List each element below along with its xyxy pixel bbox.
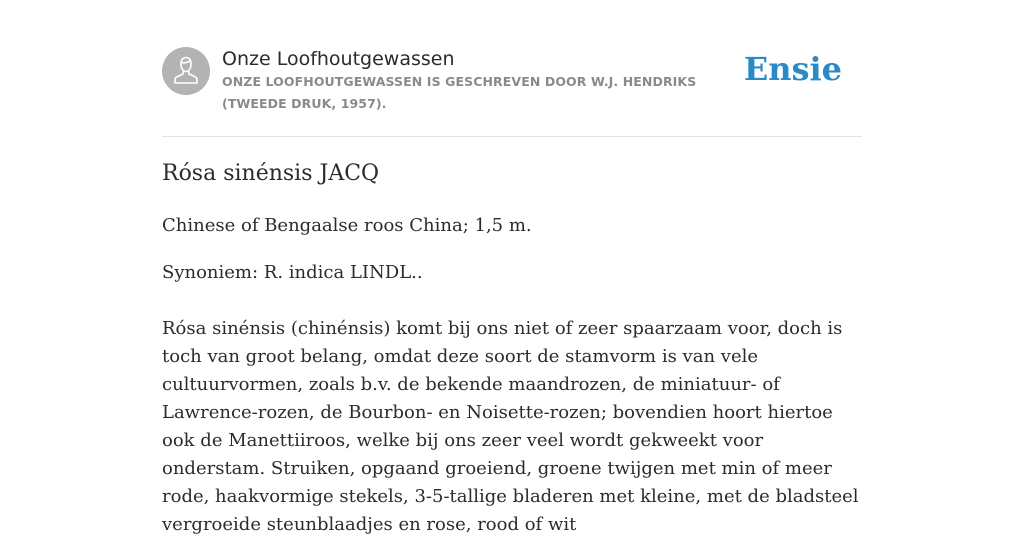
publication-header [162, 47, 862, 137]
ensie-logo-link[interactable]: Ensie [743, 50, 842, 88]
document-page [162, 0, 862, 535]
article-paragraph-3: Rósa sinénsis (chinénsis) komt bij ons niet of zeer spaarzaam voor, doch is toch van groot belang, omdat deze soort de stamvorm is van vele cultuurvormen, zoals b.v. de bekende maandrozen, de miniatuur- of Lawrence-rozen, de Bourbon- en Noisette-rozen; bovendien hoort hiertoe ook de Manettiiroos, welke bij ons zeer veel wordt gekweekt voor onderstam. Struiken, opgaand groeiend, groene twijgen met min of meer rode, haakvormige stekels, 3-5-tallige bladeren met kleine, met de bladsteel vergroeide steunblaadjes en rose, rood of wit [162, 318, 859, 535]
publication-title[interactable]: Onze Loofhoutgewassen [222, 48, 455, 70]
article-paragraph-1: Chinese of Bengaalse roos China; 1,5 m. [162, 215, 532, 236]
publication-description: ONZE LOOFHOUTGEWASSEN IS GESCHREVEN DOOR W.J. HENDRIKS (TWEEDE DRUK, 1957). [222, 74, 697, 111]
avatar[interactable] [162, 47, 210, 95]
article-title: Rósa sinénsis JACQ [162, 161, 380, 186]
user-silhouette-icon [162, 47, 210, 95]
article-paragraph-2: Synoniem: R. indica LINDL.. [162, 262, 423, 283]
